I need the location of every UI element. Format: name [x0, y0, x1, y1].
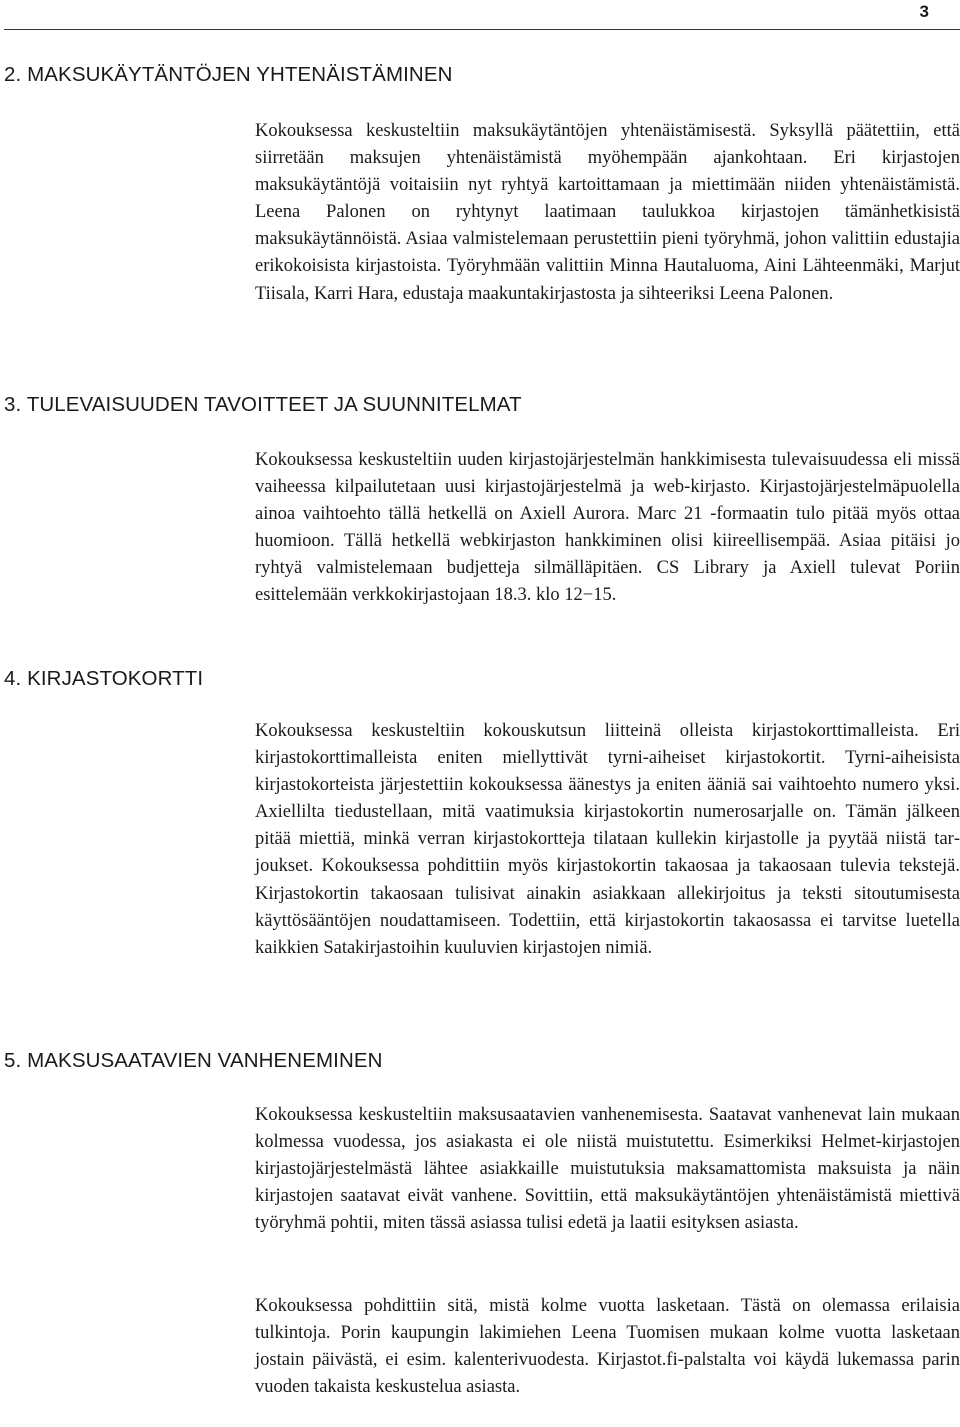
section-heading-3: 3. TULEVAISUUDEN TAVOITTEET JA SUUNNITELMAT	[4, 393, 522, 416]
section-2-paragraph-1: Kokouksessa keskusteltiin maksukäytäntöjen yhtenäistämisestä. Syksyllä päätettiin, että siirretään maksujen yhtenäistämistä myöhempään ajankohtaan. Eri kirjastojen maksukäytäntöjä voitaisiin nyt ryhtyä kartoittamaan ja miettimään niiden yhtenäistämistä. Leena Palonen on ryhtynyt laatimaan taulukkoa kirjastojen tämänhetkisistä maksukäytännöistä. Asiaa valmistelemaan perustettiin pieni työryhmä, johon valittiin edustajia erikokoisista kirjastoista. Työryhmään valittiin Minna Hautaluoma, Aini Lähteenmäki, Marjut Tiisala, Karri Hara, edustaja maakuntakirjastosta ja sihteeriksi Leena Palonen.	[255, 121, 960, 304]
section-heading-5: 5. MAKSUSAATAVIEN VANHENEMINEN	[4, 1049, 383, 1072]
section-4-paragraph-1: Kokouksessa keskusteltiin kokouskutsun liitteinä olleista kirjastokorttimalleista. Eri kirjastokorttimalleista eniten miellyttivät tyrni-aiheiset kirjastokortit. Tyrni-aiheisista kirjastokorteista järjestettiin kokouksessa äänestys ja eniten ääniä sai vaihtoehto numero yksi. Axiellilta tiedustellaan, mitä vaatimuksia kirjastokortin numerosarjalle on. Tämän jälkeen pitää miettiä, minkä verran kirjastokortteja tilataan kullekin kirjastolle ja pyytää niistä tarjoukset. Kokouksessa pohdittiin myös kirjastokortin takaosaa ja takaosaan tulevia tekstejä. Kirjastokortin takaosaan tulisivat ainakin asiakkaan allekirjoitus ja teksti sitoutumisesta käyttösääntöjen noudattamiseen. Todettiin, että kirjastokortin takaosassa ei tarvitse luetella kaikkien Satakirjastoihin kuuluvien kirjastojen nimiä.	[255, 721, 960, 958]
section-5-paragraph-2: Kokouksessa pohdittiin sitä, mistä kolme vuotta lasketaan. Tästä on olemassa erilaisia tulkintoja. Porin kaupungin lakimiehen Leena Tuomisen mukaan kolme vuotta lasketaan jostain päivästä, ei esim. kalenterivuodesta. Kirjastot.fi-palstalta voi käydä lukemassa parin vuoden takaista keskustelua asiasta.	[255, 1296, 960, 1398]
section-heading-4: 4. KIRJASTOKORTTI	[4, 667, 204, 690]
header-rule	[4, 29, 960, 30]
section-heading-2: 2. MAKSUKÄYTÄNTÖJEN YHTENÄISTÄMINEN	[4, 63, 453, 86]
section-3-paragraph-1: Kokouksessa keskusteltiin uuden kirjastojärjestelmän hankkimisesta tulevaisuudessa eli missä vaiheessa kilpailutetaan uusi kirjastojärjestelmä ja web-kirjasto. Kirjastojärjestelmäpuolella ainoa vaihtoehto tällä hetkellä on Axiell Aurora. Marc 21 -formaatin tulo pitää myös ottaa huomioon. Tällä hetkellä webkirjaston hankkiminen olisi kiireellisempää. Asiaa pitäisi jo ryhtyä valmistelemaan budjetteja silmälläpitäen. CS Library ja Axiell tulevat Poriin esittelemään verkkokirjastojaan 18.3. klo 12−15.	[255, 450, 960, 606]
section-5-paragraph-1: Kokouksessa keskusteltiin maksusaatavien vanhenemisesta. Saatavat vanhenevat lain mukaan kolmessa vuodessa, jos asiakasta ei ole niistä muistutettu. Esimerkiksi Helmet-kirjastojen kirjastojärjestelmästä lähtee asiakkaille muistutuksia maksamattomista maksuista ja näin kirjastojen saatavat eivät vanhene. Sovittiin, että maksukäytäntöjen yhtenäistämistä miettivä työryhmä pohtii, miten tässä asiassa tulisi edetä ja laatii esityksen asiasta.	[255, 1105, 960, 1234]
page-number: 3	[919, 2, 929, 21]
